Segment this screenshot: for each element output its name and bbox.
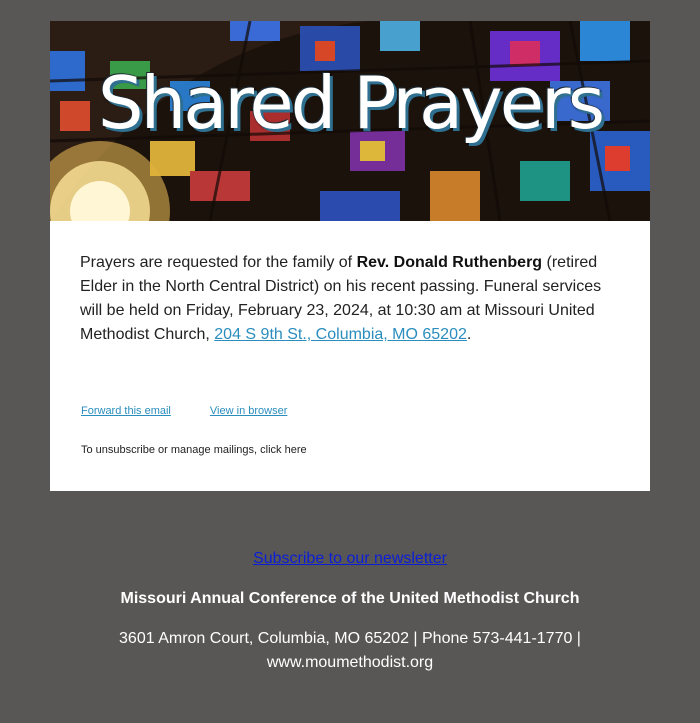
unsubscribe-link[interactable]: To unsubscribe or manage mailings, click here [81, 444, 307, 456]
subscribe-section [0, 550, 700, 568]
banner-title: Shared Prayers [97, 61, 603, 145]
message-end: . [466, 326, 472, 343]
organization-name: Missouri Annual Conference of the United Methodist Church [120, 590, 580, 607]
email-card [50, 21, 650, 491]
subscribe-newsletter-link[interactable]: Subscribe to our newsletter [253, 550, 447, 567]
contact-info [0, 627, 700, 675]
forward-email-link[interactable]: Forward this email [81, 405, 171, 417]
view-in-browser-link[interactable]: View in browser [209, 405, 288, 417]
message-intro: Prayers are requested for the family of [80, 254, 357, 271]
address-link[interactable]: 204 S 9th St., Columbia, MO 65202 [214, 326, 467, 343]
email-actions [81, 404, 323, 418]
deceased-name: Rev. Donald Ruthenberg [356, 254, 543, 271]
prayer-message [80, 251, 620, 347]
address-line: 3601 Amron Court, Columbia, MO 65202 | Phone 573-441-1770 | [119, 630, 581, 647]
website-text: www.moumethodist.org [266, 654, 434, 671]
message-body: (retired Elder in the North Central District) on his recent passing. Funeral services will be held on Friday, February 23, 2024, at 10:30 am at Missouri United Methodist Church, [80, 254, 602, 343]
header-banner [50, 21, 650, 221]
